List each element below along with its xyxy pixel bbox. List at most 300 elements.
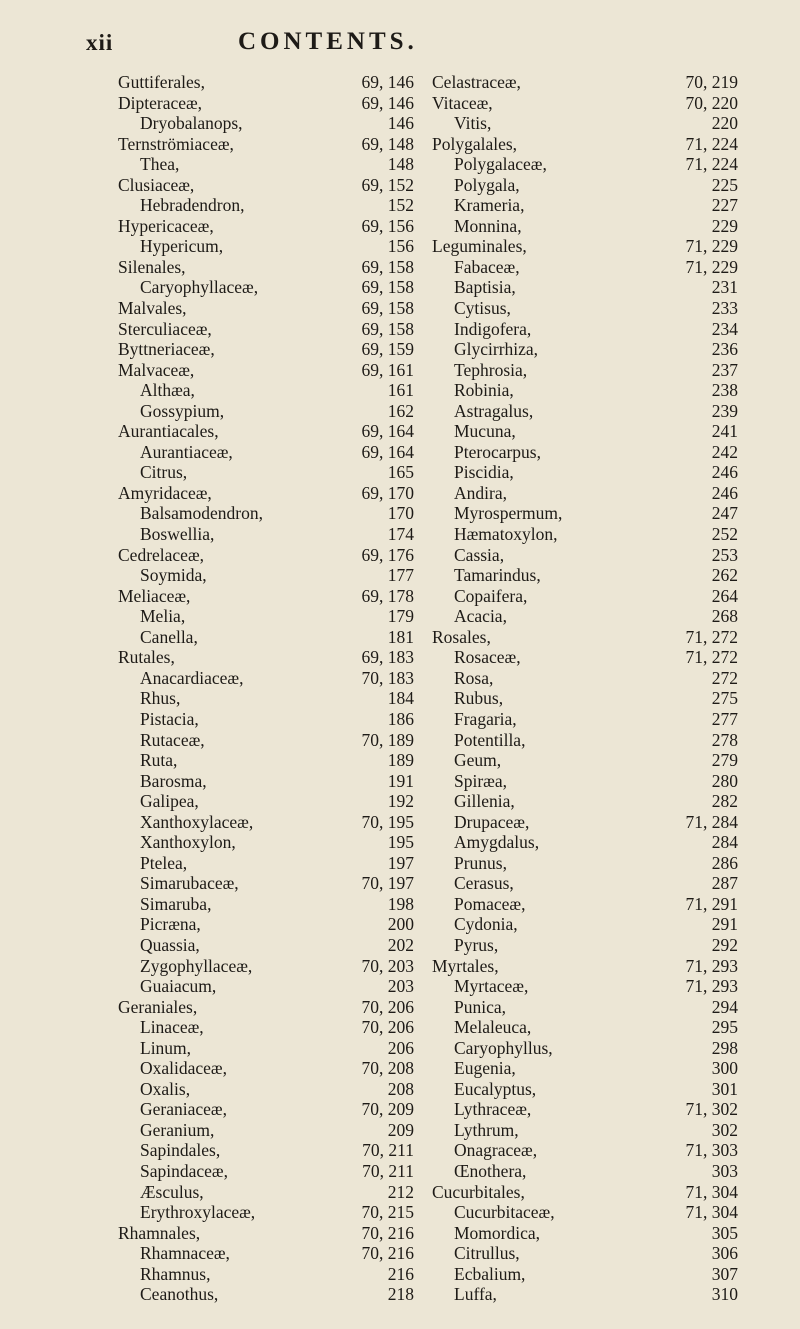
entry-pages: 70, 206: [361, 996, 414, 1017]
contents-entry: [118, 72, 414, 93]
entry-name: Lythraceæ,: [454, 1099, 532, 1120]
entry-pages: 69, 183: [361, 647, 414, 668]
entry-pages: 300: [711, 1058, 738, 1079]
entry-name: Luffa,: [454, 1284, 497, 1305]
entry-pages: 208: [387, 1078, 414, 1099]
contents-entry: [432, 1099, 738, 1120]
entry-name: Momordica,: [454, 1222, 541, 1243]
contents-column-right: [432, 72, 738, 1305]
entry-pages: 69, 146: [361, 72, 414, 92]
entry-name: Rutaceæ,: [140, 729, 205, 750]
entry-name: Rhus,: [140, 688, 181, 709]
entry-pages: 179: [387, 606, 414, 627]
entry-pages: 70, 219: [685, 72, 738, 92]
entry-name: Canella,: [140, 626, 198, 647]
contents-entry: [118, 462, 414, 483]
entry-name: Xanthoxylon,: [140, 832, 236, 853]
contents-entry: [118, 1058, 414, 1079]
contents-entry: [118, 483, 414, 504]
entry-name: Gillenia,: [454, 791, 515, 812]
entry-name: Clusiaceæ,: [118, 174, 195, 195]
entry-name: Rhamnus,: [140, 1263, 211, 1284]
entry-pages: 229: [711, 215, 738, 236]
entry-name: Tephrosia,: [454, 359, 528, 380]
entry-name: Punica,: [454, 996, 507, 1017]
entry-pages: 70, 220: [685, 92, 738, 113]
contents-entry: [432, 113, 738, 134]
contents-entry: [432, 93, 738, 114]
entry-name: Meliaceæ,: [118, 585, 191, 606]
contents-entry: [432, 1058, 738, 1079]
entry-pages: 71, 304: [685, 1181, 738, 1202]
entry-pages: 227: [711, 195, 738, 216]
entry-pages: 69, 161: [361, 359, 414, 380]
entry-pages: 209: [387, 1119, 414, 1140]
entry-pages: 247: [711, 503, 738, 524]
entry-name: Ecbalium,: [454, 1263, 526, 1284]
entry-name: Ceanothus,: [140, 1284, 219, 1305]
entry-pages: 253: [711, 544, 738, 565]
entry-pages: 237: [711, 359, 738, 380]
entry-name: Citrus,: [140, 462, 188, 483]
contents-entry: [118, 688, 414, 709]
contents-entry: [118, 524, 414, 545]
contents-entry: [432, 976, 738, 997]
entry-pages: 212: [387, 1181, 414, 1202]
contents-entry: [118, 1099, 414, 1120]
contents-entry: [118, 195, 414, 216]
entry-pages: 71, 229: [685, 236, 738, 257]
contents-entry: [118, 421, 414, 442]
entry-name: Sterculiaceæ,: [118, 318, 212, 339]
contents-entry: [118, 1017, 414, 1038]
contents-entry: [432, 339, 738, 360]
entry-name: Potentilla,: [454, 729, 526, 750]
contents-entry: [118, 339, 414, 360]
entry-pages: 69, 159: [361, 339, 414, 360]
contents-entry: [432, 709, 738, 730]
entry-pages: 189: [387, 750, 414, 771]
contents-entry: [432, 873, 738, 894]
entry-pages: 70, 211: [362, 1160, 414, 1181]
entry-pages: 69, 158: [361, 318, 414, 339]
entry-pages: 197: [387, 852, 414, 873]
contents-entry: [118, 503, 414, 524]
entry-pages: 278: [711, 729, 738, 750]
contents-entry: [118, 1120, 414, 1141]
entry-name: Geum,: [454, 750, 502, 771]
contents-entry: [118, 319, 414, 340]
contents-entry: [118, 134, 414, 155]
entry-pages: 225: [711, 174, 738, 195]
contents-entry: [118, 750, 414, 771]
entry-name: Sapindaceæ,: [140, 1160, 228, 1181]
contents-entry: [118, 586, 414, 607]
contents-entry: [432, 134, 738, 155]
entry-name: Cucurbitaceæ,: [454, 1202, 555, 1223]
contents-entry: [432, 606, 738, 627]
entry-pages: 71, 284: [685, 811, 738, 832]
contents-entry: [118, 976, 414, 997]
entry-name: Oxalis,: [140, 1078, 191, 1099]
entry-name: Sapindales,: [140, 1140, 221, 1161]
entry-pages: 69, 164: [361, 421, 414, 442]
entry-name: Mucuna,: [454, 421, 516, 442]
entry-name: Xanthoxylaceæ,: [140, 811, 254, 832]
entry-pages: 70, 211: [362, 1140, 414, 1161]
contents-entry: [432, 175, 738, 196]
entry-name: Pomaceæ,: [454, 893, 526, 914]
entry-name: Rutales,: [118, 647, 175, 668]
entry-pages: 156: [387, 236, 414, 257]
entry-pages: 195: [387, 832, 414, 853]
entry-pages: 301: [711, 1078, 738, 1099]
entry-name: Polygalaceæ,: [454, 154, 547, 175]
entry-name: Rhamnaceæ,: [140, 1243, 230, 1264]
entry-pages: 174: [387, 524, 414, 545]
entry-name: Pistacia,: [140, 708, 199, 729]
contents-entry: [118, 154, 414, 175]
entry-pages: 294: [711, 996, 738, 1017]
contents-entry: [432, 298, 738, 319]
entry-pages: 162: [387, 400, 414, 421]
entry-name: Rosaceæ,: [454, 647, 521, 668]
entry-pages: 181: [387, 626, 414, 647]
contents-entry: [118, 1079, 414, 1100]
contents-entry: [432, 360, 738, 381]
contents-entry: [432, 688, 738, 709]
entry-pages: 241: [711, 421, 738, 442]
entry-name: Picræna,: [140, 914, 201, 935]
entry-pages: 70, 206: [361, 1017, 414, 1038]
entry-pages: 70, 216: [361, 1243, 414, 1264]
contents-entry: [118, 113, 414, 134]
entry-pages: 70, 209: [361, 1099, 414, 1120]
contents-entry: [118, 1223, 414, 1244]
entry-pages: 264: [711, 585, 738, 606]
entry-pages: 69, 158: [361, 298, 414, 319]
contents-entry: [432, 483, 738, 504]
entry-name: Linum,: [140, 1037, 192, 1058]
entry-name: Æsculus,: [140, 1181, 204, 1202]
entry-pages: 310: [711, 1284, 738, 1305]
entry-name: Onagraceæ,: [454, 1140, 538, 1161]
contents-entry: [118, 832, 414, 853]
contents-entry: [118, 175, 414, 196]
contents-entry: [118, 997, 414, 1018]
contents-entry: [432, 216, 738, 237]
contents-entry: [432, 1079, 738, 1100]
entry-pages: 287: [711, 873, 738, 894]
entry-name: Rubus,: [454, 688, 504, 709]
entry-pages: 284: [711, 832, 738, 853]
entry-pages: 279: [711, 750, 738, 771]
contents-entry: [118, 956, 414, 977]
entry-pages: 198: [387, 893, 414, 914]
entry-name: Barosma,: [140, 770, 207, 791]
contents-entry: [118, 873, 414, 894]
entry-name: Fabaceæ,: [454, 256, 520, 277]
entry-pages: 161: [387, 380, 414, 401]
contents-entry: [432, 442, 738, 463]
entry-name: Hæmatoxylon,: [454, 524, 558, 545]
entry-pages: 69, 148: [361, 133, 414, 154]
contents-entry: [118, 545, 414, 566]
contents-column-left: [118, 72, 414, 1305]
contents-entry: [432, 1223, 738, 1244]
contents-entry: [432, 545, 738, 566]
entry-name: Celastraceæ,: [432, 72, 521, 92]
contents-entry: [432, 997, 738, 1018]
contents-entry: [432, 1202, 738, 1223]
entry-pages: 206: [387, 1037, 414, 1058]
contents-entry: [118, 709, 414, 730]
contents-entry: [432, 668, 738, 689]
entry-name: Vitis,: [454, 113, 492, 134]
entry-pages: 71, 293: [685, 955, 738, 976]
entry-pages: 184: [387, 688, 414, 709]
entry-pages: 69, 158: [361, 256, 414, 277]
entry-name: Hypericum,: [140, 236, 224, 257]
contents-entry: [432, 1182, 738, 1203]
entry-pages: 148: [387, 154, 414, 175]
entry-name: Baptisia,: [454, 277, 516, 298]
entry-pages: 238: [711, 380, 738, 401]
entry-name: Acacia,: [454, 606, 507, 627]
contents-entry: [118, 380, 414, 401]
entry-name: Quassia,: [140, 934, 200, 955]
contents-entry: [432, 380, 738, 401]
entry-name: Erythroxylaceæ,: [140, 1202, 256, 1223]
entry-pages: 216: [387, 1263, 414, 1284]
contents-entry: [432, 195, 738, 216]
entry-name: Silenales,: [118, 256, 186, 277]
entry-name: Rosales,: [432, 626, 491, 647]
entry-pages: 71, 302: [685, 1099, 738, 1120]
contents-entry: [432, 1140, 738, 1161]
contents-entry: [118, 606, 414, 627]
entry-pages: 70, 216: [361, 1222, 414, 1243]
entry-name: Linaceæ,: [140, 1017, 204, 1038]
contents-entry: [118, 1284, 414, 1305]
entry-name: Ruta,: [140, 750, 178, 771]
contents-entry: [432, 277, 738, 298]
contents-entry: [432, 154, 738, 175]
entry-pages: 233: [711, 298, 738, 319]
contents-entry: [118, 565, 414, 586]
contents-entry: [118, 401, 414, 422]
entry-pages: 246: [711, 482, 738, 503]
entry-name: Cydonia,: [454, 914, 518, 935]
entry-pages: 71, 224: [685, 133, 738, 154]
contents-entry: [432, 894, 738, 915]
contents-entry: [432, 956, 738, 977]
entry-pages: 239: [711, 400, 738, 421]
entry-name: Polygalales,: [432, 133, 518, 154]
entry-name: Andira,: [454, 482, 507, 503]
contents-entry: [432, 565, 738, 586]
entry-name: Hypericaceæ,: [118, 215, 214, 236]
entry-pages: 71, 224: [685, 154, 738, 175]
contents-entry: [432, 1120, 738, 1141]
contents-entry: [118, 935, 414, 956]
entry-name: Robinia,: [454, 380, 514, 401]
entry-pages: 70, 208: [361, 1058, 414, 1079]
contents-entry: [118, 647, 414, 668]
contents-entry: [118, 791, 414, 812]
entry-name: Geraniales,: [118, 996, 198, 1017]
entry-name: Anacardiaceæ,: [140, 667, 244, 688]
entry-pages: 69, 164: [361, 441, 414, 462]
contents-entry: [432, 586, 738, 607]
entry-pages: 69, 176: [361, 544, 414, 565]
entry-pages: 69, 156: [361, 215, 414, 236]
entry-name: Krameria,: [454, 195, 525, 216]
entry-pages: 177: [387, 565, 414, 586]
contents-entry: [432, 72, 738, 93]
contents-entry: [432, 935, 738, 956]
contents-entry: [432, 914, 738, 935]
contents-entry: [432, 1017, 738, 1038]
contents-entry: [118, 853, 414, 874]
contents-entry: [118, 627, 414, 648]
entry-pages: 69, 178: [361, 585, 414, 606]
entry-pages: 165: [387, 462, 414, 483]
entry-pages: 262: [711, 565, 738, 586]
entry-pages: 200: [387, 914, 414, 935]
contents-entry: [432, 832, 738, 853]
contents-entry: [432, 421, 738, 442]
contents-entry: [432, 524, 738, 545]
entry-pages: 71, 291: [685, 893, 738, 914]
contents-entry: [118, 1161, 414, 1182]
entry-name: Ternströmiaceæ,: [118, 133, 234, 154]
entry-name: Cassia,: [454, 544, 505, 565]
entry-pages: 292: [711, 934, 738, 955]
entry-name: Glycirrhiza,: [454, 339, 539, 360]
entry-name: Rosa,: [454, 667, 494, 688]
entry-name: Myrtales,: [432, 955, 499, 976]
entry-pages: 202: [387, 934, 414, 955]
contents-entry: [432, 647, 738, 668]
page-title: CONTENTS.: [238, 28, 418, 55]
entry-name: Citrullus,: [454, 1243, 520, 1264]
contents-entry: [432, 1264, 738, 1285]
contents-entry: [118, 1264, 414, 1285]
contents-entry: [432, 771, 738, 792]
entry-name: Hebradendron,: [140, 195, 245, 216]
entry-pages: 70, 189: [361, 729, 414, 750]
entry-name: Dryobalanops,: [140, 113, 243, 134]
entry-pages: 218: [387, 1284, 414, 1305]
entry-name: Soymida,: [140, 565, 207, 586]
entry-name: Ptelea,: [140, 852, 188, 873]
entry-pages: 295: [711, 1017, 738, 1038]
entry-name: Oxalidaceæ,: [140, 1058, 227, 1079]
contents-entry: [432, 503, 738, 524]
entry-name: Fragaria,: [454, 708, 517, 729]
entry-pages: 69, 170: [361, 482, 414, 503]
contents-entry: [432, 812, 738, 833]
entry-pages: 71, 272: [685, 626, 738, 647]
entry-name: Melia,: [140, 606, 186, 627]
entry-name: Amyridaceæ,: [118, 482, 212, 503]
entry-pages: 71, 304: [685, 1202, 738, 1223]
entry-name: Eucalyptus,: [454, 1078, 537, 1099]
contents-entry: [118, 1140, 414, 1161]
entry-name: Byttneriaceæ,: [118, 339, 215, 360]
contents-entry: [432, 319, 738, 340]
contents-entry: [118, 1243, 414, 1264]
entry-pages: 70, 203: [361, 955, 414, 976]
contents-entry: [432, 1243, 738, 1264]
entry-pages: 70, 195: [361, 811, 414, 832]
page-number: xii: [86, 30, 114, 55]
entry-pages: 236: [711, 339, 738, 360]
contents-entry: [118, 812, 414, 833]
entry-pages: 277: [711, 708, 738, 729]
contents-entry: [118, 298, 414, 319]
contents-entry: [432, 730, 738, 751]
contents-entry: [118, 668, 414, 689]
entry-name: Aurantiaceæ,: [140, 441, 233, 462]
contents-entry: [432, 853, 738, 874]
entry-name: Guttiferales,: [118, 72, 205, 92]
contents-entry: [118, 1182, 414, 1203]
entry-name: Cedrelaceæ,: [118, 544, 204, 565]
contents-entry: [432, 750, 738, 771]
contents-entry: [118, 1202, 414, 1223]
entry-name: Astragalus,: [454, 400, 534, 421]
entry-name: Vitaceæ,: [432, 92, 493, 113]
entry-name: Cerasus,: [454, 873, 514, 894]
entry-name: Myrospermum,: [454, 503, 563, 524]
entry-name: Thea,: [140, 154, 180, 175]
entry-pages: 303: [711, 1160, 738, 1181]
entry-pages: 272: [711, 667, 738, 688]
entry-name: Gossypium,: [140, 400, 225, 421]
contents-entry: [432, 1284, 738, 1305]
entry-pages: 70, 183: [361, 667, 414, 688]
entry-pages: 268: [711, 606, 738, 627]
entry-name: Amygdalus,: [454, 832, 540, 853]
entry-pages: 305: [711, 1222, 738, 1243]
contents-entry: [432, 791, 738, 812]
entry-pages: 307: [711, 1263, 738, 1284]
entry-name: Balsamodendron,: [140, 503, 263, 524]
contents-entry: [432, 1161, 738, 1182]
entry-pages: 152: [387, 195, 414, 216]
contents-entry: [432, 401, 738, 422]
entry-name: Cucurbitales,: [432, 1181, 525, 1202]
contents-entry: [432, 257, 738, 278]
entry-name: Rhamnales,: [118, 1222, 201, 1243]
entry-name: Pyrus,: [454, 934, 499, 955]
entry-name: Melaleuca,: [454, 1017, 532, 1038]
entry-pages: 242: [711, 441, 738, 462]
entry-pages: 302: [711, 1119, 738, 1140]
contents-entry: [118, 730, 414, 751]
entry-name: Tamarindus,: [454, 565, 541, 586]
contents-entry: [118, 771, 414, 792]
entry-name: Geraniaceæ,: [140, 1099, 227, 1120]
entry-pages: 203: [387, 976, 414, 997]
entry-name: Malvaceæ,: [118, 359, 195, 380]
contents-entry: [432, 1038, 738, 1059]
entry-pages: 298: [711, 1037, 738, 1058]
entry-pages: 252: [711, 524, 738, 545]
contents-entry: [118, 236, 414, 257]
